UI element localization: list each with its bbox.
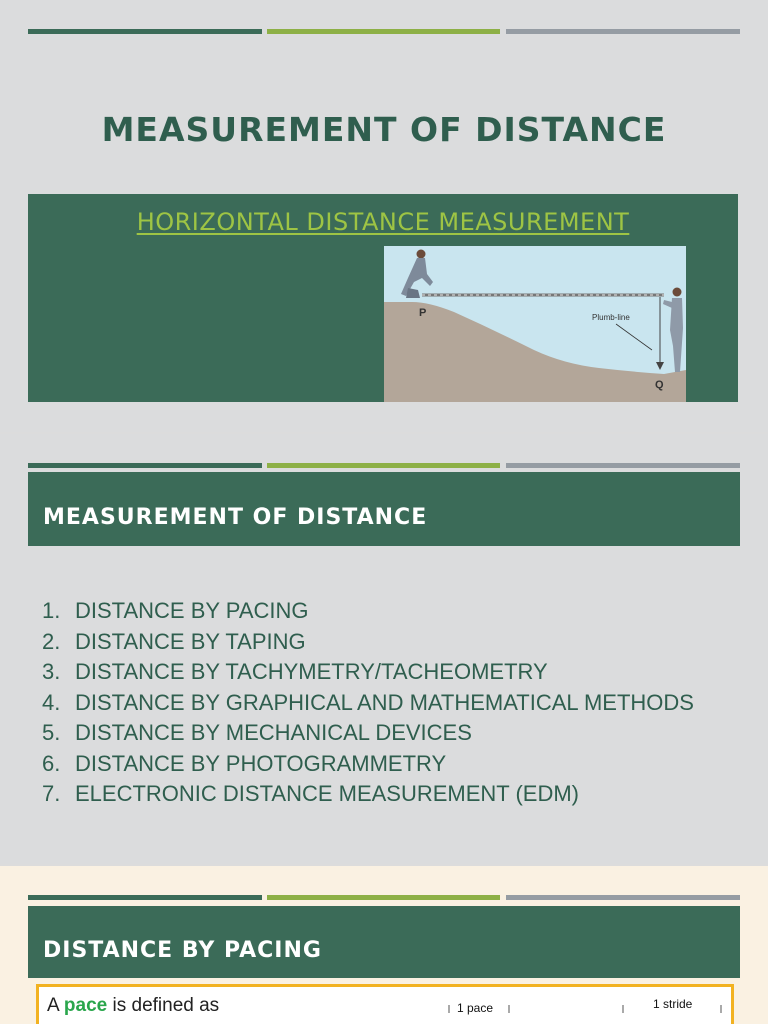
accent-bar-green — [28, 29, 262, 34]
list-item: 1. DISTANCE BY PACING — [42, 598, 309, 623]
accent-bars — [28, 895, 740, 900]
label-stride: 1 stride — [653, 997, 693, 1011]
slide-horizontal-distance — [0, 0, 768, 432]
accent-bar-lime — [267, 895, 500, 900]
accent-bar-grey — [506, 29, 740, 34]
pace-stride-figure — [271, 993, 731, 1024]
label-pace: 1 pace — [457, 1001, 494, 1015]
list-item: 6. DISTANCE BY PHOTOGRAMMETRY — [42, 750, 447, 776]
slide-title: MEASUREMENT OF DISTANCE — [101, 110, 667, 149]
content-panel — [28, 194, 738, 402]
definition-text: A pace is defined as — [47, 995, 220, 1016]
accent-bar-grey — [506, 463, 740, 468]
list-item: 3. DISTANCE BY TACHYMETRY/TACHEOMETRY — [42, 659, 548, 684]
panel-heading: HORIZONTAL DISTANCE MEASUREMENT — [136, 208, 630, 236]
accent-bar-grey — [506, 895, 740, 900]
diagram-label-p: P — [419, 307, 427, 319]
keyword-pace: pace — [63, 995, 108, 1016]
slide-distance-methods — [0, 434, 768, 864]
accent-bar-lime — [267, 463, 500, 468]
diagram-label-q: Q — [655, 379, 664, 391]
list-item: 7. ELECTRONIC DISTANCE MEASUREMENT (EDM) — [42, 781, 580, 806]
diagram-label-plumb: Plumb-line — [592, 313, 630, 322]
header-band — [28, 472, 740, 546]
definition-box — [36, 984, 734, 1024]
slide-title: MEASUREMENT OF DISTANCE — [43, 505, 428, 530]
list-item: 2. DISTANCE BY TAPING — [42, 628, 306, 654]
header-band — [28, 906, 740, 978]
accent-bars — [28, 463, 740, 468]
accent-bars — [28, 29, 740, 34]
slide-title: DISTANCE BY PACING — [43, 938, 322, 963]
list-item: 4. DISTANCE BY GRAPHICAL AND MATHEMATICAL METHODS — [42, 689, 694, 715]
accent-bar-lime — [267, 29, 500, 34]
taping-diagram — [384, 246, 686, 402]
slide-distance-by-pacing — [0, 866, 768, 1024]
list-item: 5. DISTANCE BY MECHANICAL DEVICES — [42, 720, 472, 745]
methods-list — [42, 596, 762, 810]
accent-bar-green — [28, 463, 262, 468]
accent-bar-green — [28, 895, 262, 900]
